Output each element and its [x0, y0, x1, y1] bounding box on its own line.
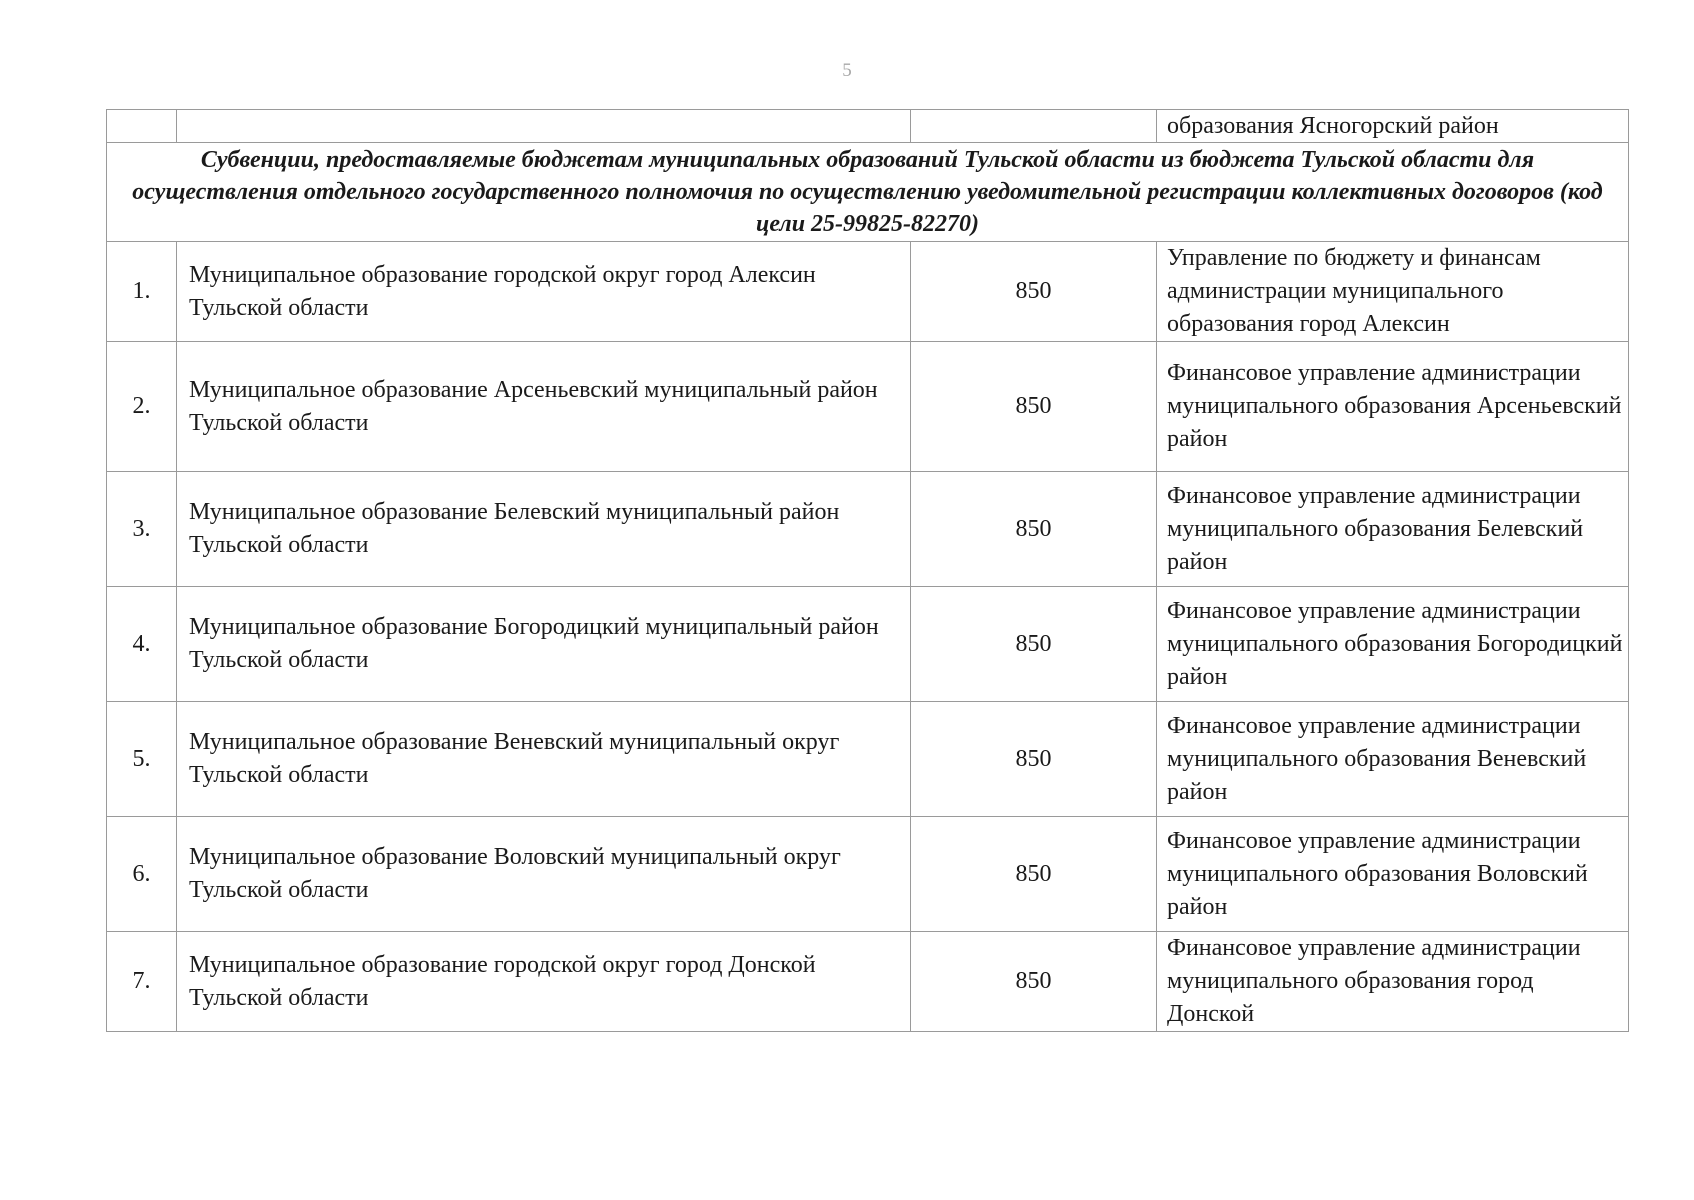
code-cell: 850: [911, 817, 1157, 932]
table-row: [107, 587, 1629, 702]
section-title: Субвенции, предоставляемые бюджетам муниципальных образований Тульской области из бюджета Тульской области для осуществления отдельного государственного полномочия по осуществлению уведомительной регистрации коллективных договоров (код цели 25-99825-82270): [107, 143, 1629, 242]
row-number-cell: [107, 110, 177, 143]
table-row-continuation: [107, 110, 1629, 143]
financial-agency-cell: Финансовое управление администрации муниципального образования Воловский район: [1157, 817, 1629, 932]
code-cell: [911, 110, 1157, 143]
financial-agency-cell: Финансовое управление администрации муниципального образования Белевский район: [1157, 472, 1629, 587]
table-row: [107, 242, 1629, 342]
code-cell: 850: [911, 242, 1157, 342]
financial-agency-cell: Управление по бюджету и финансам администрации муниципального образования город Алексин: [1157, 242, 1629, 342]
municipality-name-cell: Муниципальное образование Веневский муниципальный округ Тульской области: [177, 702, 911, 817]
financial-agency-cell: образования Ясногорский район: [1157, 110, 1629, 143]
code-cell: 850: [911, 342, 1157, 472]
table-row: [107, 472, 1629, 587]
financial-agency-cell: Финансовое управление администрации муниципального образования Веневский район: [1157, 702, 1629, 817]
row-number-cell: 5.: [107, 702, 177, 817]
municipality-name-cell: Муниципальное образование Богородицкий муниципальный район Тульской области: [177, 587, 911, 702]
municipality-name-cell: Муниципальное образование городской округ город Алексин Тульской области: [177, 242, 911, 342]
row-number-cell: 4.: [107, 587, 177, 702]
table-row: [107, 817, 1629, 932]
financial-agency-cell: Финансовое управление администрации муниципального образования город Донской: [1157, 932, 1629, 1032]
section-header-row: [107, 143, 1629, 242]
municipality-name-cell: [177, 110, 911, 143]
code-cell: 850: [911, 472, 1157, 587]
financial-agency-cell: Финансовое управление администрации муниципального образования Богородицкий район: [1157, 587, 1629, 702]
row-number-cell: 3.: [107, 472, 177, 587]
municipality-name-cell: Муниципальное образование Белевский муниципальный район Тульской области: [177, 472, 911, 587]
row-number-cell: 1.: [107, 242, 177, 342]
code-cell: 850: [911, 587, 1157, 702]
subventions-table: [106, 109, 1629, 1032]
financial-agency-cell: Финансовое управление администрации муниципального образования Арсеньевский район: [1157, 342, 1629, 472]
table-row: [107, 702, 1629, 817]
row-number-cell: 7.: [107, 932, 177, 1032]
municipality-name-cell: Муниципальное образование Воловский муниципальный округ Тульской области: [177, 817, 911, 932]
municipality-name-cell: Муниципальное образование городской округ город Донской Тульской области: [177, 932, 911, 1032]
table-row: [107, 932, 1629, 1032]
table-row: [107, 342, 1629, 472]
row-number-cell: 2.: [107, 342, 177, 472]
code-cell: 850: [911, 932, 1157, 1032]
municipality-name-cell: Муниципальное образование Арсеньевский муниципальный район Тульской области: [177, 342, 911, 472]
page-number: 5: [842, 60, 852, 81]
row-number-cell: 6.: [107, 817, 177, 932]
code-cell: 850: [911, 702, 1157, 817]
